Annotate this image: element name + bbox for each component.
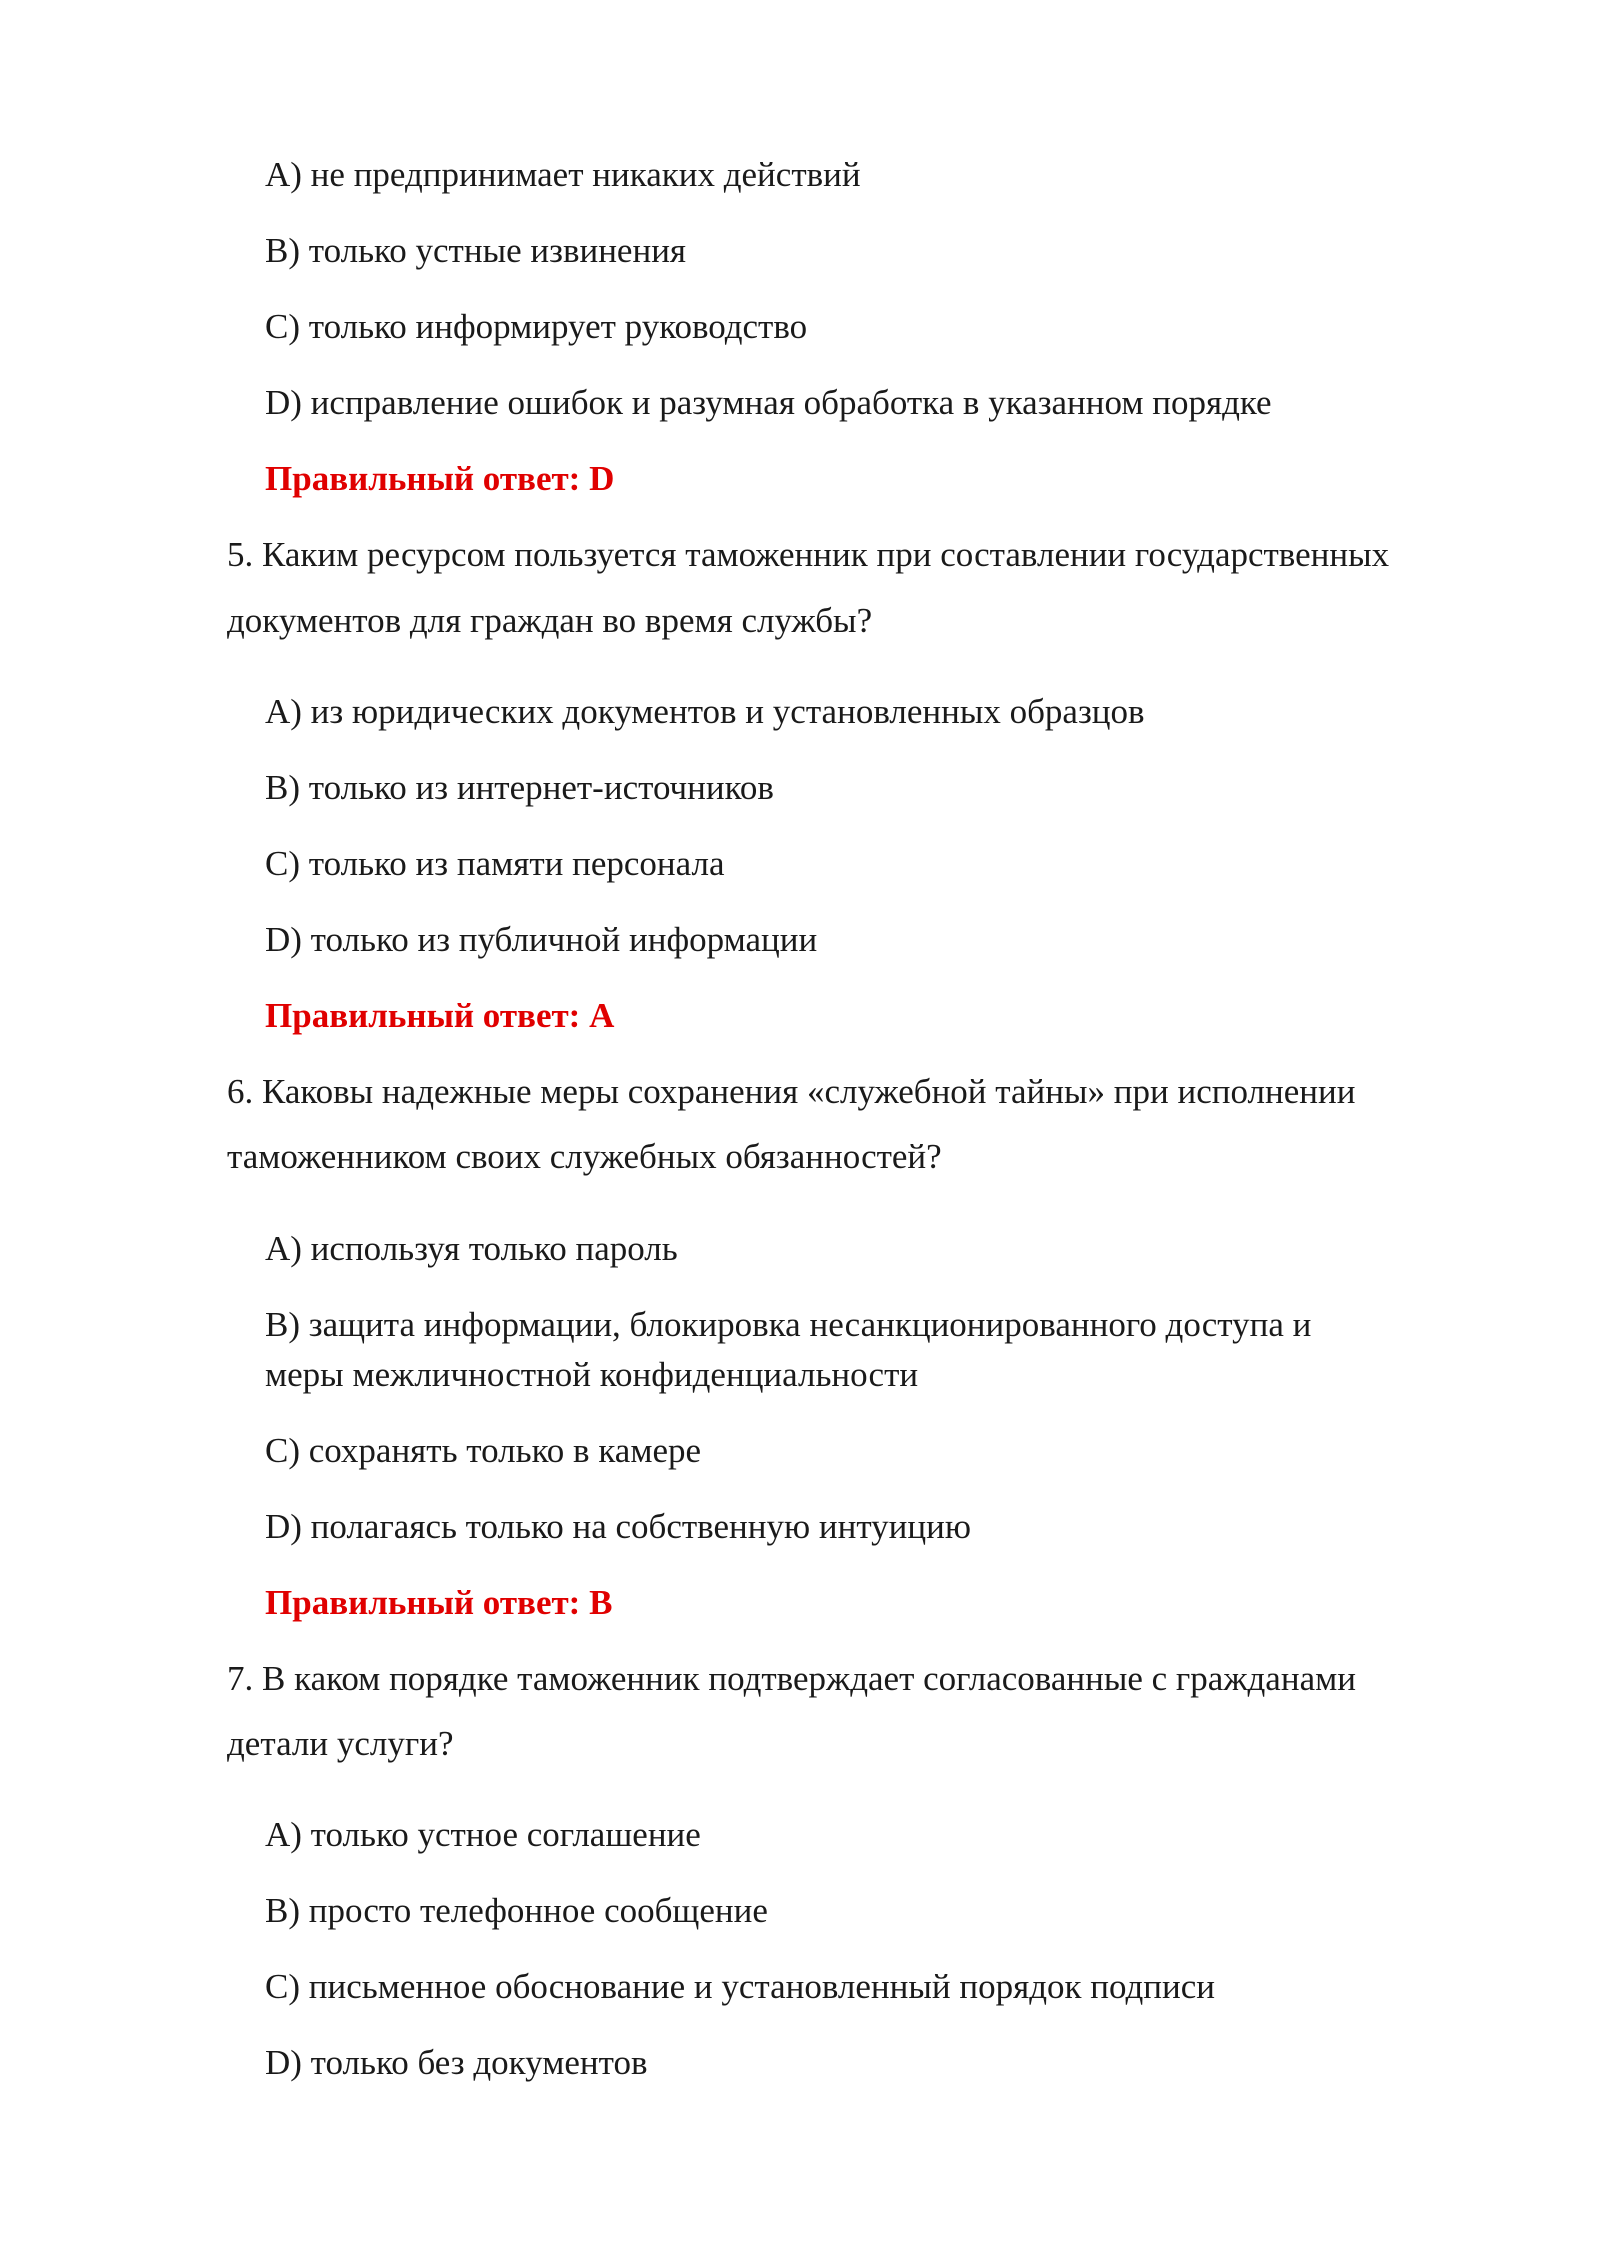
q5-question-line2: документов для граждан во время службы? <box>227 601 873 640</box>
q5-option-d: D) только из публичной информации <box>265 920 818 959</box>
q6-option-c: C) сохранять только в камере <box>265 1431 702 1470</box>
q4-option-c: C) только информирует руководство <box>265 307 808 346</box>
q5-option-b: B) только из интернет-источников <box>265 768 774 807</box>
q4-correct-answer: Правильный ответ: D <box>265 459 615 498</box>
q7-option-d: D) только без документов <box>265 2043 648 2082</box>
q7-option-c: C) письменное обоснование и установленный порядок подписи <box>265 1967 1216 2006</box>
q7-question-line2: детали услуги? <box>227 1724 454 1763</box>
q5-option-a: A) из юридических документов и установленных образцов <box>265 692 1145 731</box>
q5-question-line1: 5. Каким ресурсом пользуется таможенник при составлении государственных <box>227 535 1390 574</box>
q6-option-b-line2: меры межличностной конфиденциальности <box>265 1355 919 1394</box>
q6-option-d: D) полагаясь только на собственную интуицию <box>265 1507 971 1546</box>
q7-question-line1: 7. В каком порядке таможенник подтверждает согласованные с гражданами <box>227 1659 1356 1698</box>
q6-correct-answer: Правильный ответ: B <box>265 1583 613 1622</box>
q4-option-b: B) только устные извинения <box>265 231 687 270</box>
q4-option-d: D) исправление ошибок и разумная обработка в указанном порядке <box>265 383 1272 422</box>
q4-option-a: A) не предпринимает никаких действий <box>265 155 861 194</box>
q6-question-line1: 6. Каковы надежные меры сохранения «служебной тайны» при исполнении <box>227 1072 1356 1111</box>
q5-option-c: C) только из памяти персонала <box>265 844 725 883</box>
q7-option-a: A) только устное соглашение <box>265 1815 701 1854</box>
q6-option-a: A) используя только пароль <box>265 1229 678 1268</box>
q6-question-line2: таможенником своих служебных обязанностей? <box>227 1137 942 1176</box>
q5-correct-answer: Правильный ответ: A <box>265 996 615 1035</box>
q7-option-b: B) просто телефонное сообщение <box>265 1891 768 1930</box>
q6-option-b-line1: B) защита информации, блокировка несанкционированного доступа и <box>265 1305 1312 1344</box>
